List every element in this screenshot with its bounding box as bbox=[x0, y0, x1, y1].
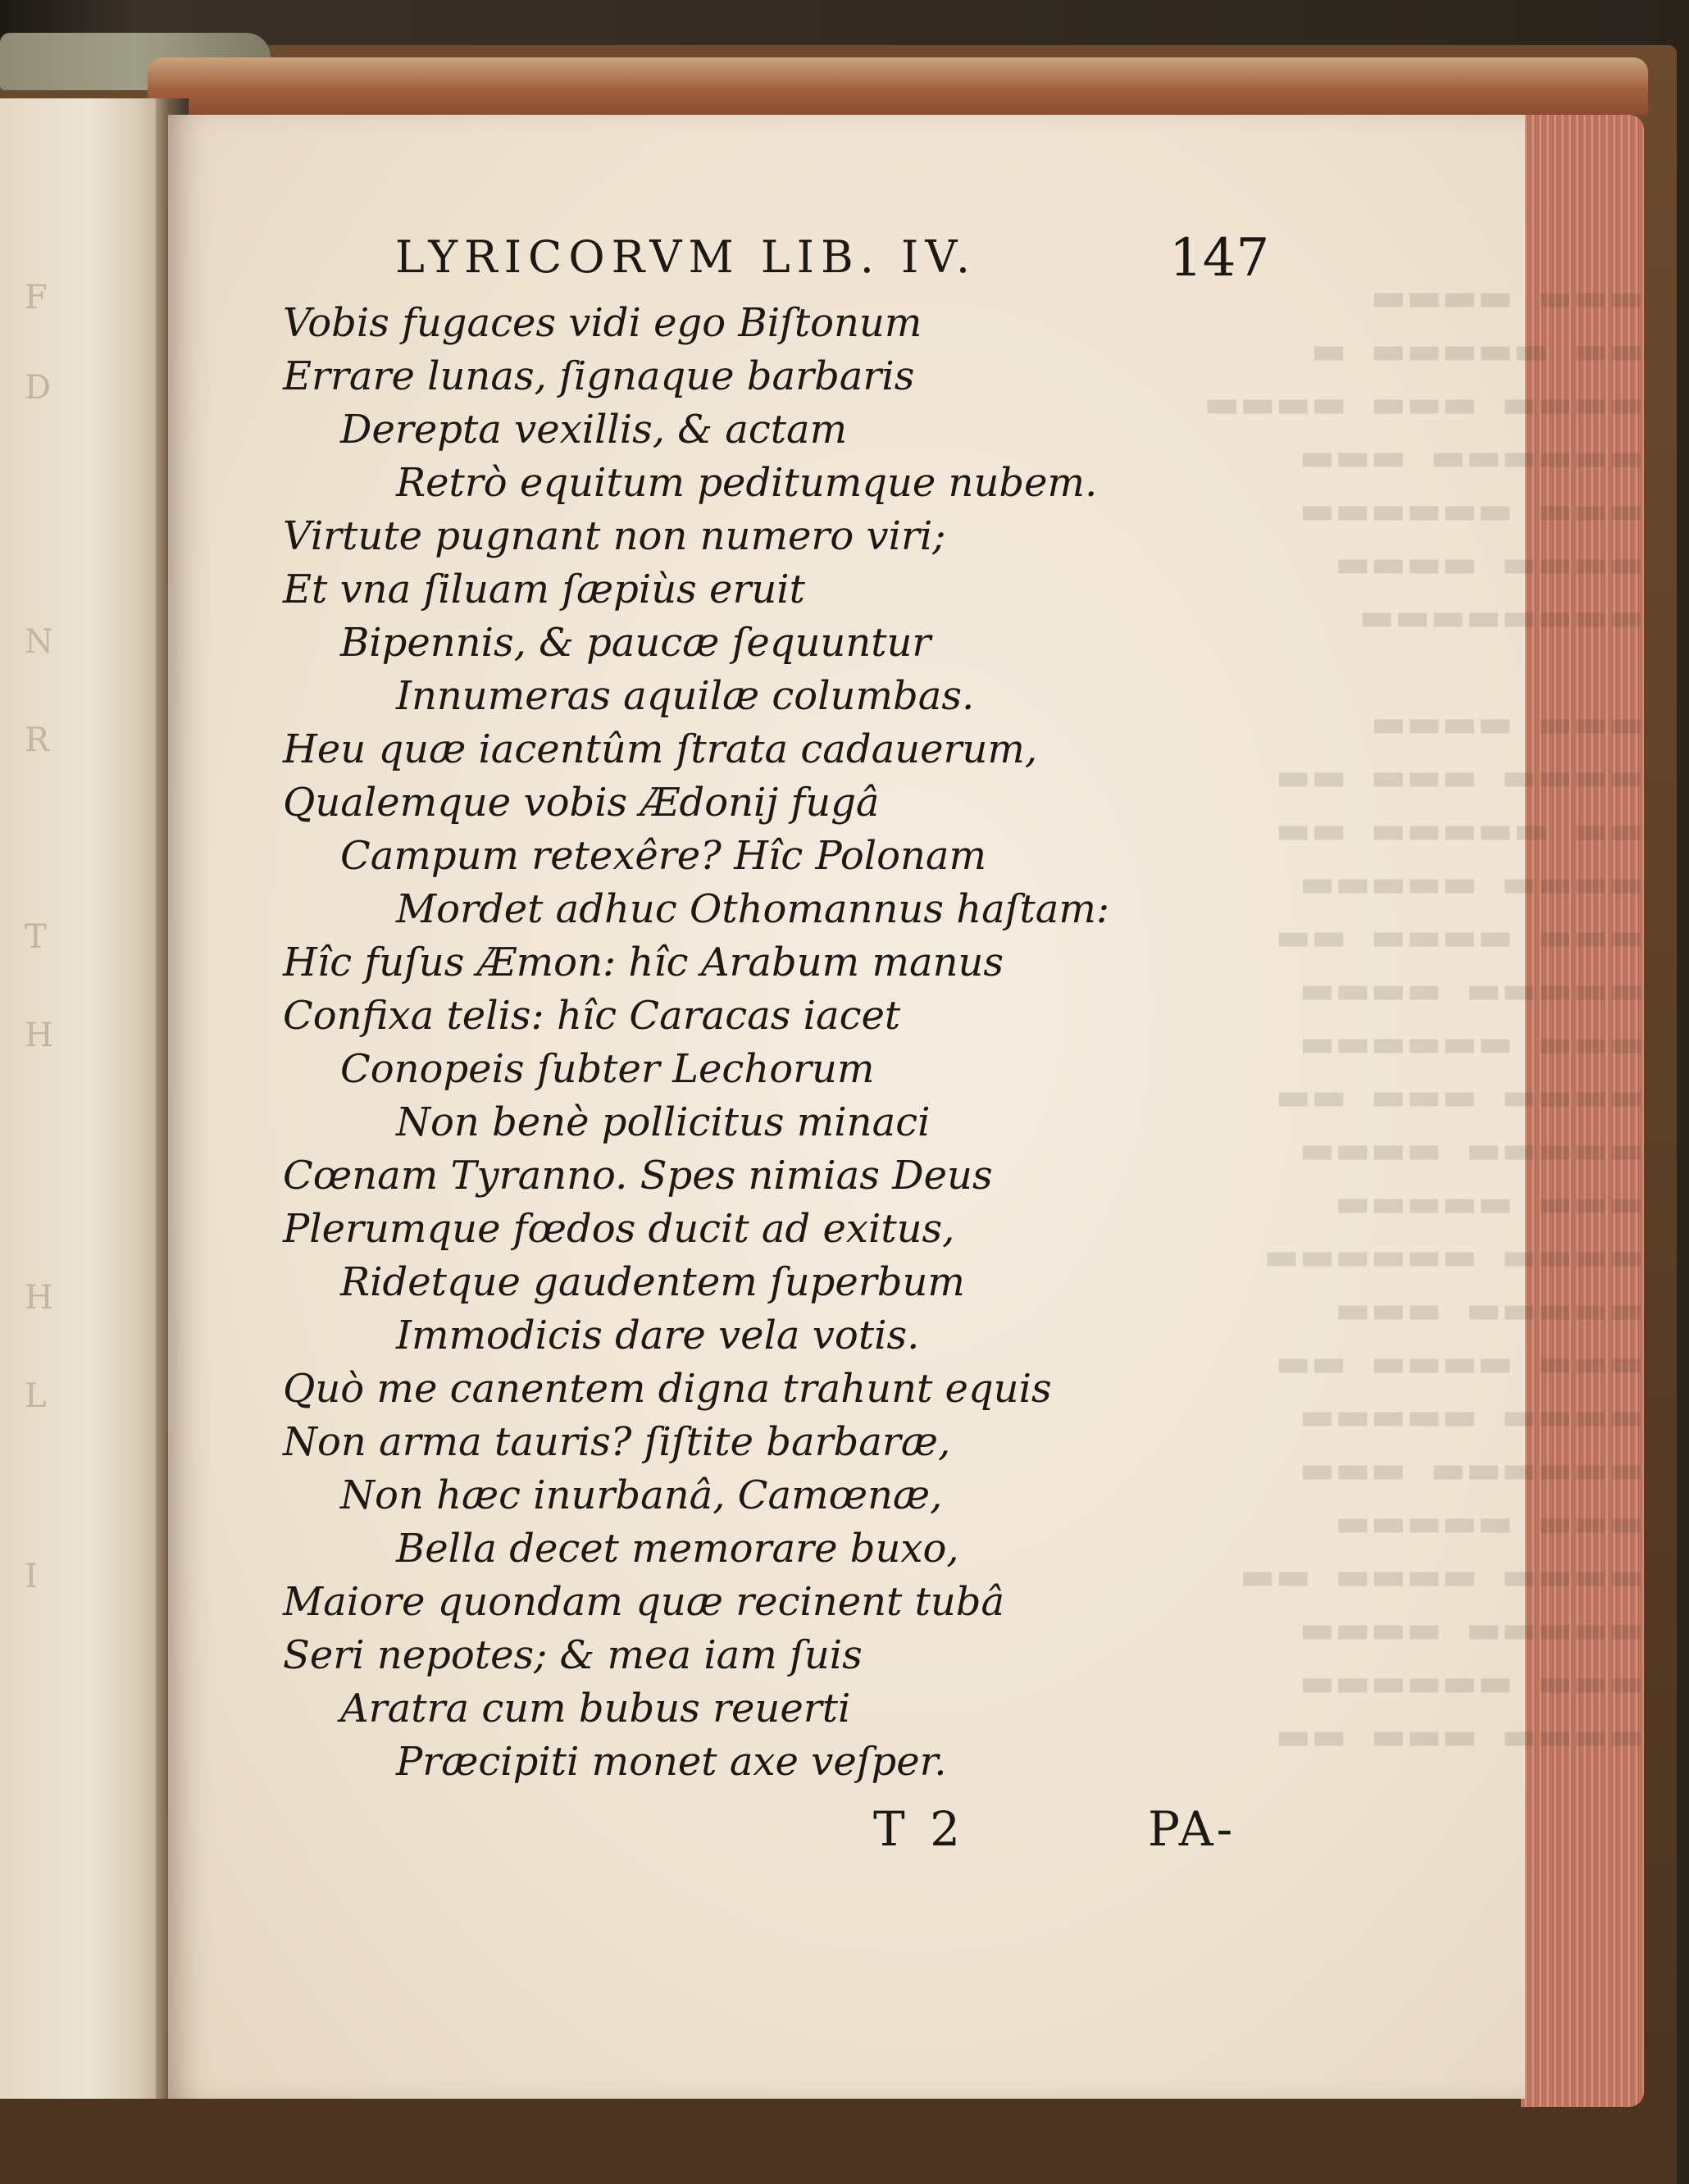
page-fore-edge bbox=[1521, 115, 1644, 2107]
poem-line: Bipennis, & paucæ ſequuntur bbox=[340, 620, 931, 666]
poem-line: Cœnam Tyranno. Spes nimias Deus bbox=[283, 1153, 993, 1199]
poem-line: Virtute pugnant non numero viri; bbox=[283, 513, 946, 559]
left-page-fragment: I bbox=[25, 1558, 38, 1595]
poem-line: Immodicis dare vela votis. bbox=[396, 1313, 920, 1358]
left-page-fragment: R bbox=[25, 721, 50, 759]
poem-line: Heu quæ iacentûm ſtrata cadauerum, bbox=[283, 726, 1038, 772]
poem-line: Campum retexêre? Hîc Polonam bbox=[340, 833, 987, 879]
poem-line: Maiore quondam quæ recinent tubâ bbox=[283, 1579, 1005, 1625]
left-page-fragment: H bbox=[25, 1279, 53, 1317]
catchword: PA- bbox=[1148, 1801, 1236, 1857]
signature-mark: T 2 bbox=[873, 1801, 966, 1857]
poem-line: Seri nepotes; & mea iam ſuis bbox=[283, 1632, 863, 1678]
poem-line: Aratra cum bubus reuerti bbox=[340, 1686, 851, 1731]
left-page bbox=[0, 98, 164, 2099]
page-top-edge bbox=[148, 57, 1648, 115]
poem-line: Innumeras aquilæ columbas. bbox=[396, 673, 975, 719]
poem-line: Qualemque vobis Ædonij fugâ bbox=[283, 780, 880, 826]
running-head: LYRICORVM LIB. IV. bbox=[395, 231, 977, 283]
show-through-texture: ▬▬▬▬ ▬▬▬▬▬ ▬ ▬▬▬ ▬▬▬▬ ▬▬▬ ▬▬▬▬▬▬ ▬▬▬▬ ▬▬▬▬▬▬▬▬ ▬▬▬▬ ▬▬▬ ▬▬ ▬▬▬▬▬ ▬▬ ▬▬▬▬▬ ▬▬▬▬ ▬▬ ▬▬▬▬ ▬▬▬▬▬▬ ▬▬▬ ▬▬ ▬▬▬▬ ▬▬▬▬▬ ▬▬▬▬▬▬ ▬▬▬ ▬▬▬▬ ▬▬ ▬▬▬▬▬ ▬▬▬ ▬▬▬▬▬ ▬▬▬▬ ▬▬ ▬▬▬▬ ▬▬▬▬▬▬ ▬▬▬ ▬▬ bbox=[1204, 275, 1644, 1758]
poem-line: Quò me canentem digna trahunt equis bbox=[283, 1366, 1052, 1412]
poem-line: Errare lunas, ſignaque barbaris bbox=[283, 353, 915, 399]
poem-line: Retrò equitum peditumque nubem. bbox=[396, 460, 1098, 506]
left-page-fragment: T bbox=[25, 918, 47, 956]
left-page-fragment: L bbox=[25, 1377, 47, 1415]
poem-line: Præcipiti monet axe veſper. bbox=[396, 1739, 947, 1785]
left-page-fragment: N bbox=[25, 623, 53, 661]
poem-line: Non hæc inurbanâ, Camœnæ, bbox=[340, 1472, 943, 1518]
left-page-fragment: D bbox=[25, 369, 52, 407]
poem-line: Hîc fuſus Æmon: hîc Arabum manus bbox=[283, 940, 1004, 985]
poem-line: Conopeis ſubter Lechorum bbox=[340, 1046, 875, 1092]
left-page-fragment: H bbox=[25, 1017, 53, 1054]
poem-line: Non benè pollicitus minaci bbox=[396, 1099, 931, 1145]
poem-line: Mordet adhuc Othomannus haſtam: bbox=[396, 886, 1110, 932]
poem-line: Plerumque fœdos ducit ad exitus, bbox=[283, 1206, 955, 1252]
left-page-fragment: F bbox=[25, 279, 48, 316]
poem-line: Vobis fugaces vidi ego Biſtonum bbox=[283, 300, 922, 346]
poem-line: Non arma tauris? ſiſtite barbaræ, bbox=[283, 1419, 951, 1465]
poem-line: Derepta vexillis, & actam bbox=[340, 407, 848, 453]
poem-line: Confixa telis: hîc Caracas iacet bbox=[283, 993, 901, 1039]
page-number: 147 bbox=[1169, 228, 1270, 289]
poem-line: Et vna ſiluam ſæpiùs eruit bbox=[283, 566, 805, 612]
poem-line: Ridetque gaudentem ſuperbum bbox=[340, 1259, 965, 1305]
poem-line: Bella decet memorare buxo, bbox=[396, 1526, 959, 1572]
